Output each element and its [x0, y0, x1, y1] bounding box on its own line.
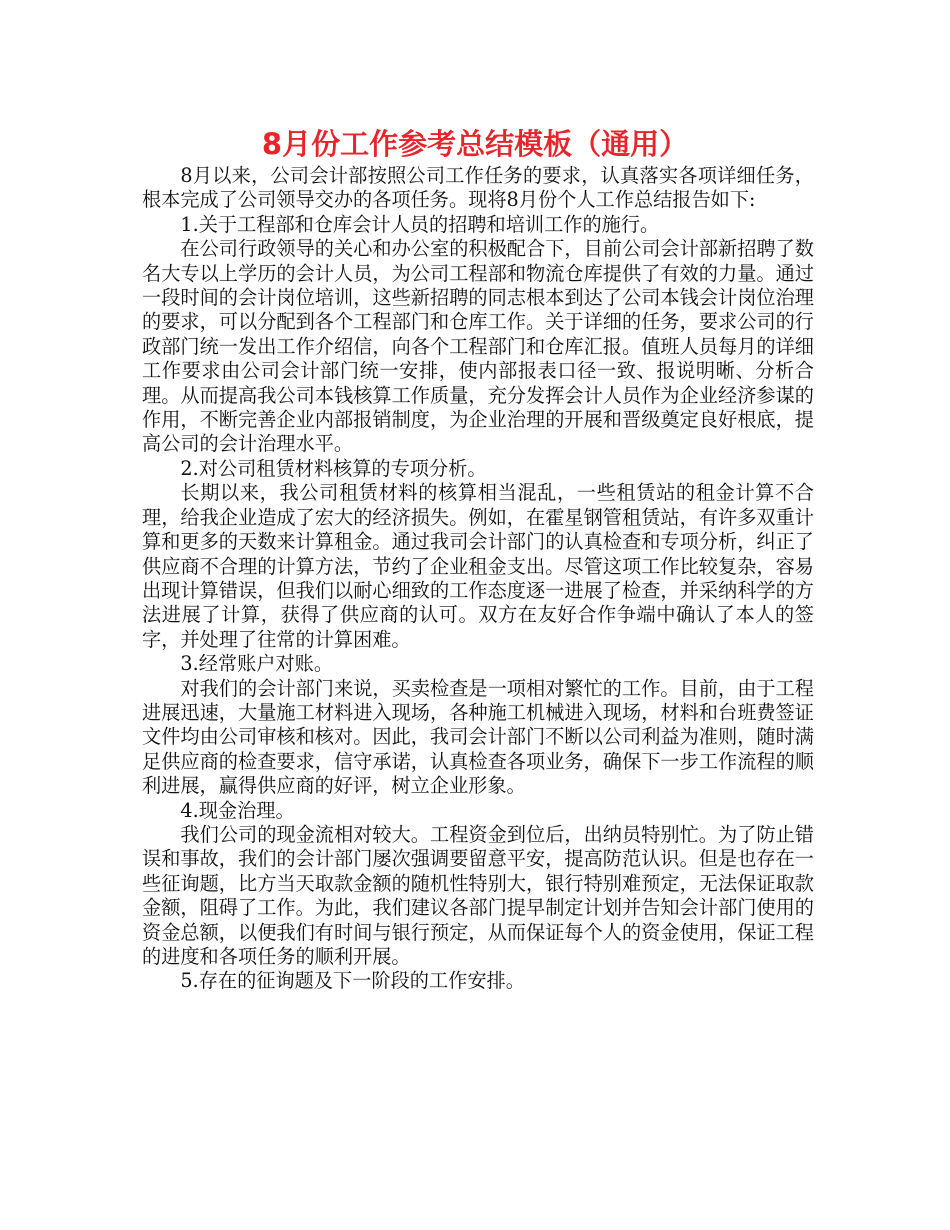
section-paragraph-2: 长期以来，我公司租赁材料的核算相当混乱，一些租赁站的租金计算不合理，给我企业造成了宏大的经济损失。例如，在霍星钢管租赁站，有许多双重计算和更多的天数来计算租金。通过我司会计部门的认真检查和专项分析，纠正了供应商不合理的计算方法，节约了企业租金支出。尽管这项工作比较复杂，容易出现计算错误，但我们以耐心细致的工作态度逐一进展了检查，并采纳科学的方法进展了计算，获得了供应商的认可。双方在友好合作争端中确认了本人的签字，并处理了往常的计算困难。 [142, 481, 814, 651]
section-heading-2: 2.对公司租赁材料核算的专项分析。 [180, 456, 487, 480]
document-title: 8月份工作参考总结模板（通用） [261, 127, 689, 161]
document-body [142, 164, 814, 994]
section-heading-4: 4.现金治理。 [180, 798, 295, 822]
section-paragraph-3: 对我们的会计部门来说，买卖检查是一项相对繁忙的工作。目前，由于工程进展迅速，大量施工材料进入现场，各种施工机械进入现场，材料和台班费签证文件均由公司审核和核对。因此，我司会计部门不断以公司利益为准则，随时满足供应商的检查要求，信守承诺，认真检查各项业务，确保下一步工作流程的顺利进展，赢得供应商的好评，树立企业形象。 [142, 676, 814, 798]
intro-paragraph: 8月以来，公司会计部按照公司工作任务的要求，认真落实各项详细任务，根本完成了公司领导交办的各项任务。现将8月份个人工作总结报告如下: [142, 164, 814, 212]
section-heading-1: 1.关于工程部和仓库会计人员的招聘和培训工作的施行。 [180, 212, 660, 236]
section-heading-5: 5.存在的征询题及下一阶段的工作安排。 [180, 969, 525, 993]
section-paragraph-1: 在公司行政领导的关心和办公室的积极配合下，目前公司会计部新招聘了数名大专以上学历的会计人员，为公司工程部和物流仓库提供了有效的力量。通过一段时间的会计岗位培训，这些新招聘的同志根本到达了公司本钱会计岗位治理的要求，可以分配到各个工程部门和仓库工作。关于详细的任务，要求公司的行政部门统一发出工作介绍信，向各个工程部门和仓库汇报。值班人员每月的详细工作要求由公司会计部门统一安排，使内部报表口径一致、报说明晰、分析合理。从而提高我公司本钱核算工作质量，充分发挥会计人员作为企业经济参谋的作用，不断完善企业内部报销制度，为企业治理的开展和晋级奠定良好根底，提高公司的会计治理水平。 [142, 237, 814, 456]
section-heading-3: 3.经常账户对账。 [180, 652, 334, 676]
section-paragraph-4: 我们公司的现金流相对较大。工程资金到位后，出纳员特别忙。为了防止错误和事故，我们的会计部门屡次强调要留意平安，提高防范认识。但是也存在一些征询题，比方当天取款金额的随机性特别大，银行特别难预定，无法保证取款金额，阻碍了工作。为此，我们建议各部门提早制定计划并告知会计部门使用的资金总额，以便我们有时间与银行预定，从而保证每个人的资金使用，保证工程的进度和各项任务的顺利开展。 [142, 822, 814, 968]
